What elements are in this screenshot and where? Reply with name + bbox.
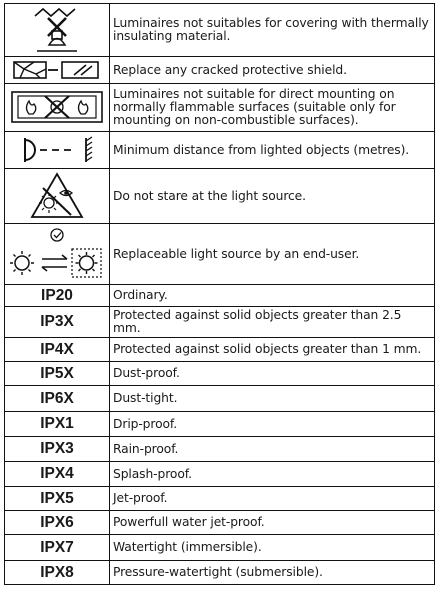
symbol-cell <box>5 84 110 132</box>
table-row <box>5 462 435 487</box>
table-row <box>5 412 435 437</box>
table-row <box>5 84 435 132</box>
ip-code: IPX1 <box>5 412 110 437</box>
ip-code: IPX7 <box>5 535 110 561</box>
symbol-legend-table <box>4 3 435 585</box>
table-row <box>5 362 435 386</box>
symbol-cell <box>5 224 110 285</box>
flammable-surface-prohibited-icon <box>9 88 105 128</box>
ip-code: IP5X <box>5 362 110 386</box>
ip-code: IP3X <box>5 307 110 338</box>
ip-code: IPX5 <box>5 487 110 511</box>
do-not-stare-icon <box>29 171 85 221</box>
symbol-description: Luminaires not suitable for direct mounting on normally flammable surfaces (suitable only for mounting on non-combustible surfaces). <box>110 84 435 132</box>
table-row <box>5 285 435 307</box>
minimum-distance-icon <box>12 135 102 165</box>
ip-description: Dust-tight. <box>110 386 435 412</box>
symbol-description: Replaceable light source by an end-user. <box>110 224 435 285</box>
ip-description: Jet-proof. <box>110 487 435 511</box>
table-row <box>5 224 435 285</box>
table-row <box>5 437 435 462</box>
ip-description: Protected against solid objects greater than 2.5 mm. <box>110 307 435 338</box>
table-row <box>5 338 435 362</box>
table-row <box>5 169 435 224</box>
table-row <box>5 307 435 338</box>
symbol-description: Do not stare at the light source. <box>110 169 435 224</box>
ip-code: IPX3 <box>5 437 110 462</box>
table-row <box>5 511 435 535</box>
ip-code: IP4X <box>5 338 110 362</box>
symbol-description: Replace any cracked protective shield. <box>110 57 435 84</box>
symbol-cell <box>5 4 110 57</box>
insulation-prohibited-icon <box>27 6 87 54</box>
symbol-cell <box>5 169 110 224</box>
table-row <box>5 561 435 585</box>
ip-description: Ordinary. <box>110 285 435 307</box>
ip-description: Protected against solid objects greater than 1 mm. <box>110 338 435 362</box>
symbol-cell <box>5 132 110 169</box>
symbol-cell <box>5 57 110 84</box>
table-row <box>5 132 435 169</box>
ip-description: Drip-proof. <box>110 412 435 437</box>
table-row <box>5 57 435 84</box>
replaceable-light-source-icon <box>7 227 107 281</box>
cracked-shield-icon <box>10 59 104 81</box>
ip-code: IPX4 <box>5 462 110 487</box>
table-row <box>5 535 435 561</box>
ip-description: Splash-proof. <box>110 462 435 487</box>
ip-description: Powerfull water jet-proof. <box>110 511 435 535</box>
table-row <box>5 386 435 412</box>
ip-description: Dust-proof. <box>110 362 435 386</box>
ip-code: IP6X <box>5 386 110 412</box>
ip-description: Pressure-watertight (submersible). <box>110 561 435 585</box>
table-row <box>5 4 435 57</box>
symbol-description: Minimum distance from lighted objects (metres). <box>110 132 435 169</box>
table-row <box>5 487 435 511</box>
ip-code: IPX8 <box>5 561 110 585</box>
ip-description: Watertight (immersible). <box>110 535 435 561</box>
symbol-description: Luminaires not suitables for covering with thermally insulating material. <box>110 4 435 57</box>
ip-code: IP20 <box>5 285 110 307</box>
ip-description: Rain-proof. <box>110 437 435 462</box>
ip-code: IPX6 <box>5 511 110 535</box>
